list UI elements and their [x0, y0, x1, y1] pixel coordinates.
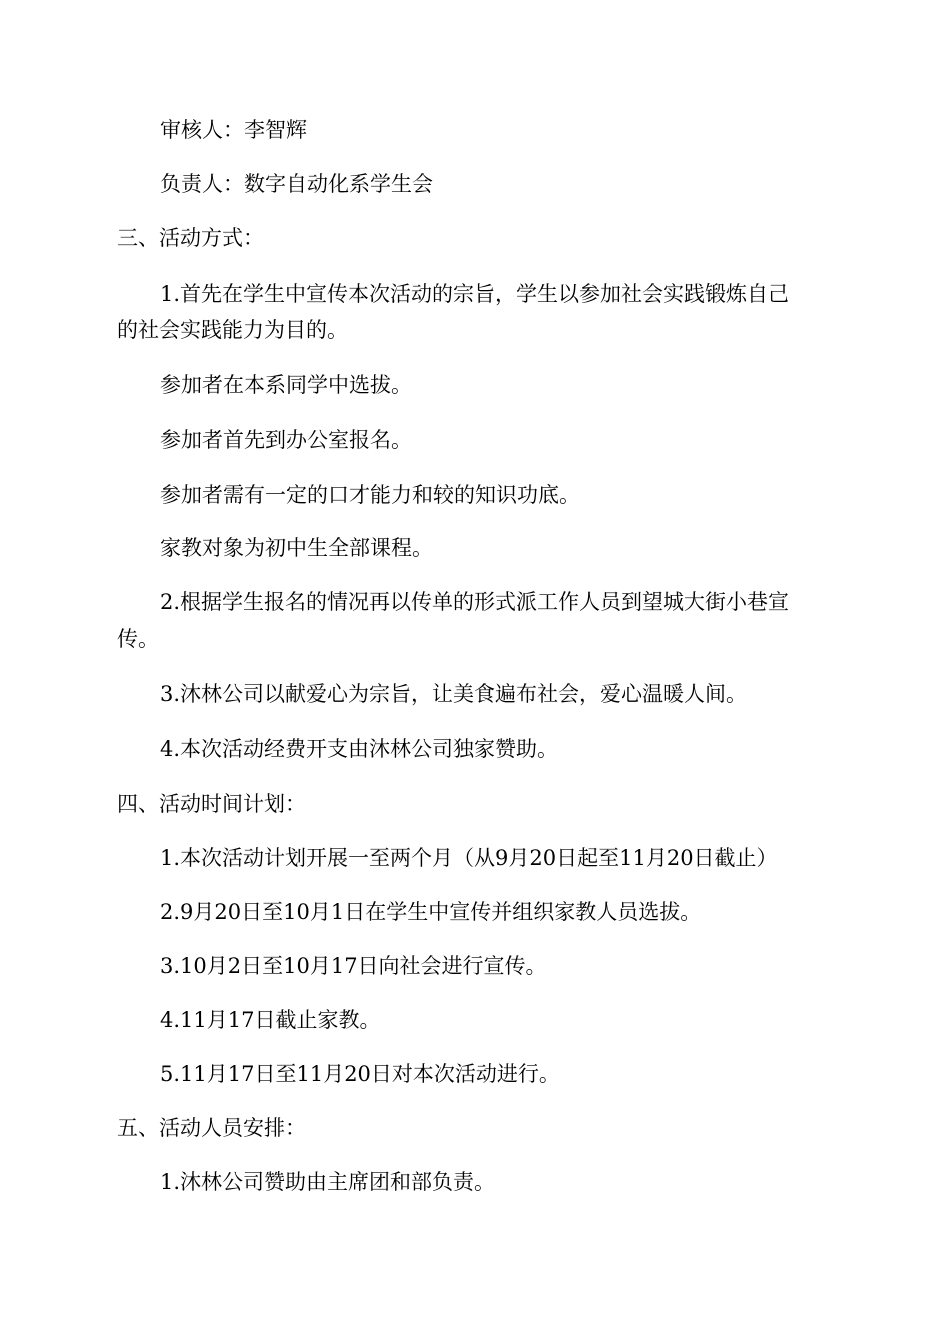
staff-item: 1.沐林公司赞助由主席团和部负责。: [160, 1170, 496, 1194]
section-heading-staff: 五、活动人员安排：: [117, 1116, 306, 1140]
paragraph-line: 4.本次活动经费开支由沐林公司独家赞助。: [160, 737, 559, 761]
paragraph-line: 传。: [117, 627, 159, 651]
paragraph-line: 3.沐林公司以献爱心为宗旨，让美食遍布社会，爱心温暖人间。: [160, 682, 748, 706]
reviewer-line: 审核人：李智辉: [160, 118, 307, 142]
section-heading-method: 三、活动方式：: [117, 226, 264, 250]
paragraph-line: 的社会实践能力为目的。: [117, 318, 348, 342]
paragraph-line: 参加者在本系同学中选拔。: [160, 373, 412, 397]
schedule-item: 2.9月20日至10月1日在学生中宣传并组织家教人员选拔。: [160, 900, 702, 924]
paragraph-line: 家教对象为初中生全部课程。: [160, 536, 433, 560]
paragraph-line: 参加者需有一定的口才能力和较的知识功底。: [160, 483, 580, 507]
schedule-item: 4.11月17日截止家教。: [160, 1008, 381, 1032]
responsible-line: 负责人：数字自动化系学生会: [160, 172, 433, 196]
schedule-item: 1.本次活动计划开展一至两个月（从9月20日起至11月20日截止）: [160, 846, 778, 870]
paragraph-line: 2.根据学生报名的情况再以传单的形式派工作人员到望城大街小巷宣: [160, 590, 790, 614]
schedule-item: 5.11月17日至11月20日对本次活动进行。: [160, 1062, 560, 1086]
schedule-item: 3.10月2日至10月17日向社会进行宣传。: [160, 954, 547, 978]
paragraph-line: 1.首先在学生中宣传本次活动的宗旨，学生以参加社会实践锻炼自己: [160, 282, 790, 306]
paragraph-line: 参加者首先到办公室报名。: [160, 428, 412, 452]
section-heading-schedule: 四、活动时间计划：: [117, 792, 306, 816]
